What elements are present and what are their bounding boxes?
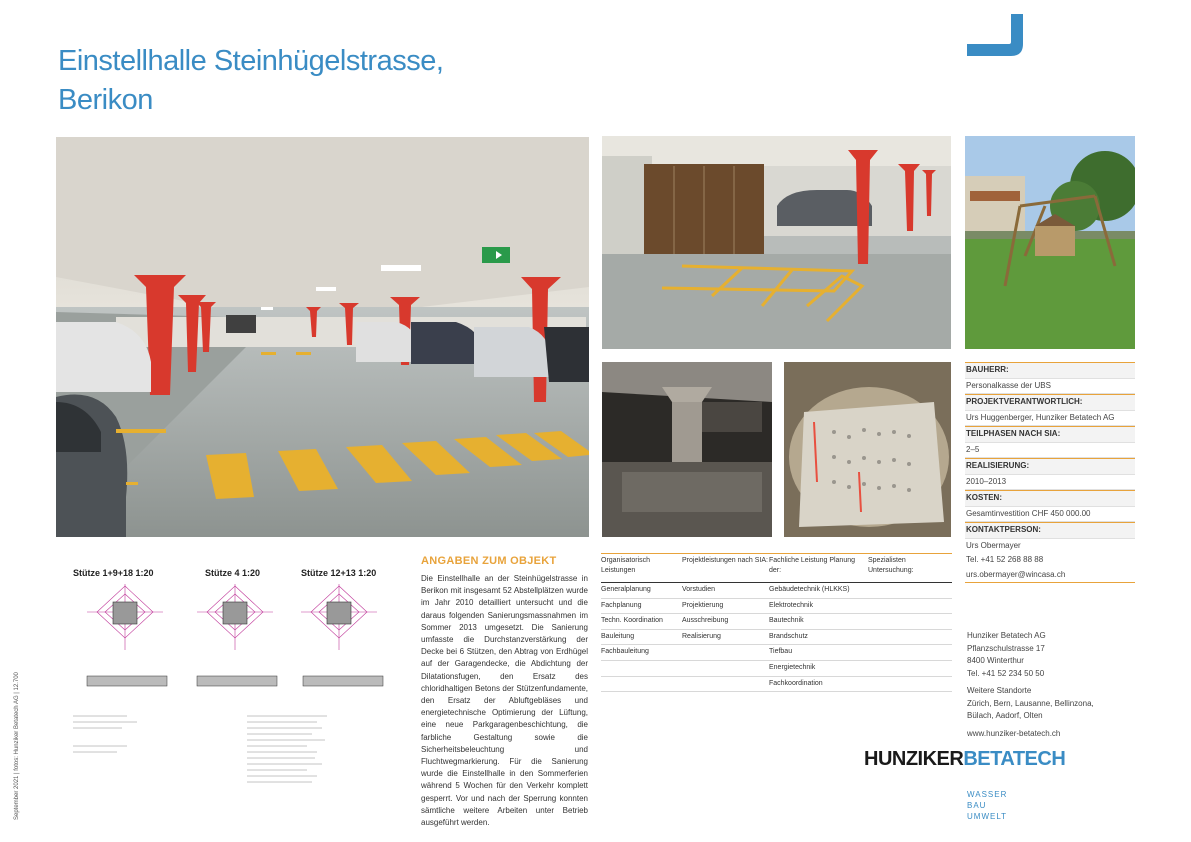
company-street: Pflanzschulstrasse 17	[967, 643, 1045, 653]
company-name: Hunziker Betatech AG	[967, 631, 1046, 640]
photo-playground	[965, 136, 1135, 349]
table-cell: Fachkoordination	[769, 679, 823, 687]
table-cell	[868, 645, 952, 660]
locations-label: Weitere Standorte	[967, 686, 1032, 695]
table-cell	[868, 599, 952, 614]
spec-label: BAUHERR:	[965, 362, 1135, 379]
table-cell	[868, 583, 952, 598]
spec-value: Personalkasse der UBS	[965, 379, 1135, 395]
photo-garage-main	[56, 137, 589, 537]
table-row	[601, 630, 952, 646]
table-header-cell: Spezialisten Untersuchung:	[868, 557, 914, 574]
spec-label: PROJEKTVERANTWORTLICH:	[965, 394, 1135, 411]
table-header-cell: Organisatorisch Leistungen	[601, 557, 651, 574]
table-cell: Techn. Koordination	[601, 617, 663, 625]
spec-label: KOSTEN:	[965, 490, 1135, 507]
contact-email[interactable]: urs.obermayer@wincasa.ch	[965, 568, 1135, 584]
project-spec-table	[965, 362, 1135, 583]
drawing-label: Stütze 4 1:20	[205, 568, 261, 578]
table-row	[601, 583, 952, 599]
table-row	[601, 614, 952, 630]
table-cell	[682, 677, 769, 692]
table-cell: Vorstudien	[682, 586, 716, 593]
table-cell	[682, 661, 769, 676]
drawing-column-1	[73, 568, 167, 686]
table-cell	[868, 630, 952, 645]
table-cell: Gebäudetechnik (HLKKS)	[769, 586, 850, 593]
table-row	[601, 645, 952, 661]
technical-drawings	[67, 566, 407, 802]
table-cell	[601, 661, 682, 676]
table-cell	[601, 677, 682, 692]
tagline-item: BAU	[967, 801, 987, 810]
contact-tel: Tel. +41 52 268 88 88	[966, 555, 1044, 564]
drawing-column-3	[301, 568, 383, 686]
table-header-cell: Projektleistungen nach SIA:	[682, 557, 768, 564]
spec-value: Gesamtinvestition CHF 450 000.00	[965, 507, 1135, 523]
company-website[interactable]: www.hunziker-betatech.ch	[967, 728, 1061, 738]
table-cell: Brandschutz	[769, 632, 808, 640]
drawing-label: Stütze 12+13 1:20	[301, 568, 377, 578]
object-description: Die Einstellhalle an der Steinhügelstrasse in Berikon mit insgesamt 52 Abstellplätzen wurde im Jahr 2010 detailliert untersucht und die daraus folgenden Sanierungsmassnahmen im Sommer 2013 umgesetzt. Die Sanierung umfasste die Durchstanzverstärkung der Decke bei 6 Stützen, den Abtrag von Erdhügel auf der Garagendecke, die Abdichtung der Dilatationsfugen, den Ersatz des chloridhaltigen Betons der Stützenfundamente, den Ersatz der Abluftgebläses und energietechnische Optimierung der Lüftung, eine neue Parkgaragenbeschichtung, die farbliche Gestaltung sowie die Sicherheitsbeleuchtung und Fluchtwegmarkierung. Für die Sanierung wurde die Einstellhalle in den Sommerferien während 5 Wochen für den Verkehr komplett gesperrt. Vor und nach der Sperrung konnten sämtliche weitere Arbeiten unter Betrieb ausgeführt werden.	[421, 574, 588, 828]
spec-label: REALISIERUNG:	[965, 458, 1135, 475]
exit-sign-icon	[482, 247, 510, 263]
object-heading: ANGABEN ZUM OBJEKT	[421, 555, 557, 567]
table-cell: Energietechnik	[769, 663, 816, 671]
table-cell: Tiefbau	[769, 648, 793, 656]
spec-value: 2010–2013	[965, 475, 1135, 491]
table-cell: Bautechnik	[769, 617, 804, 625]
table-cell: Ausschreibung	[682, 617, 729, 625]
drawing-label: Stütze 1+9+18 1:20	[73, 568, 154, 578]
brand-part-2: BETATECH	[963, 748, 1066, 770]
table-cell: Elektrotechnik	[769, 601, 813, 609]
brand-logo	[864, 748, 1065, 771]
table-cell: Bauleitung	[601, 632, 635, 640]
table-cell: Projektierung	[682, 601, 724, 609]
table-cell	[868, 677, 952, 692]
table-cell	[868, 661, 952, 676]
photo-pillar-construction	[602, 362, 772, 537]
brand-d-logo	[967, 14, 1031, 56]
spec-value: Urs Obermayer	[966, 540, 1021, 550]
table-cell: Generalplanung	[601, 586, 651, 593]
table-cell	[682, 645, 769, 660]
drawing-column-2	[197, 568, 277, 686]
spec-label: TEILPHASEN NACH SIA:	[965, 426, 1135, 443]
services-table	[601, 553, 952, 692]
company-city: 8400 Winterthur	[967, 656, 1024, 665]
locations-list: Bülach, Aadorf, Olten	[967, 711, 1043, 720]
tagline-item: WASSER	[967, 790, 1008, 799]
company-address	[967, 630, 1094, 740]
table-cell	[868, 614, 952, 629]
table-cell: Realisierung	[682, 632, 721, 640]
photo-parking-bays	[602, 136, 951, 349]
photo-foundation	[784, 362, 951, 537]
page-title: Einstellhalle Steinhügelstrasse, Berikon	[58, 45, 444, 116]
spec-label: KONTAKTPERSON:	[965, 522, 1135, 539]
table-header-cell: Fachliche Leistung Planung der:	[769, 557, 856, 574]
brand-tagline	[967, 789, 1007, 822]
brand-part-1: HUNZIKER	[864, 748, 964, 770]
tagline-item: UMWELT	[967, 812, 1008, 821]
locations-list: Zürich, Bern, Lausanne, Bellinzona,	[967, 698, 1094, 708]
table-cell: Fachbauleitung	[601, 648, 649, 656]
table-row	[601, 599, 952, 615]
spec-value: Urs Huggenberger, Hunziker Betatech AG	[965, 411, 1135, 427]
table-row	[601, 661, 952, 677]
company-tel: Tel. +41 52 234 50 50	[967, 668, 1045, 678]
table-header	[601, 553, 952, 583]
side-credit: September 2021 | fotos: Hunziker Betatech AG | 12.700	[14, 672, 20, 820]
spec-value: 2–5	[965, 443, 1135, 459]
table-row	[601, 677, 952, 693]
table-cell: Fachplanung	[601, 601, 642, 609]
